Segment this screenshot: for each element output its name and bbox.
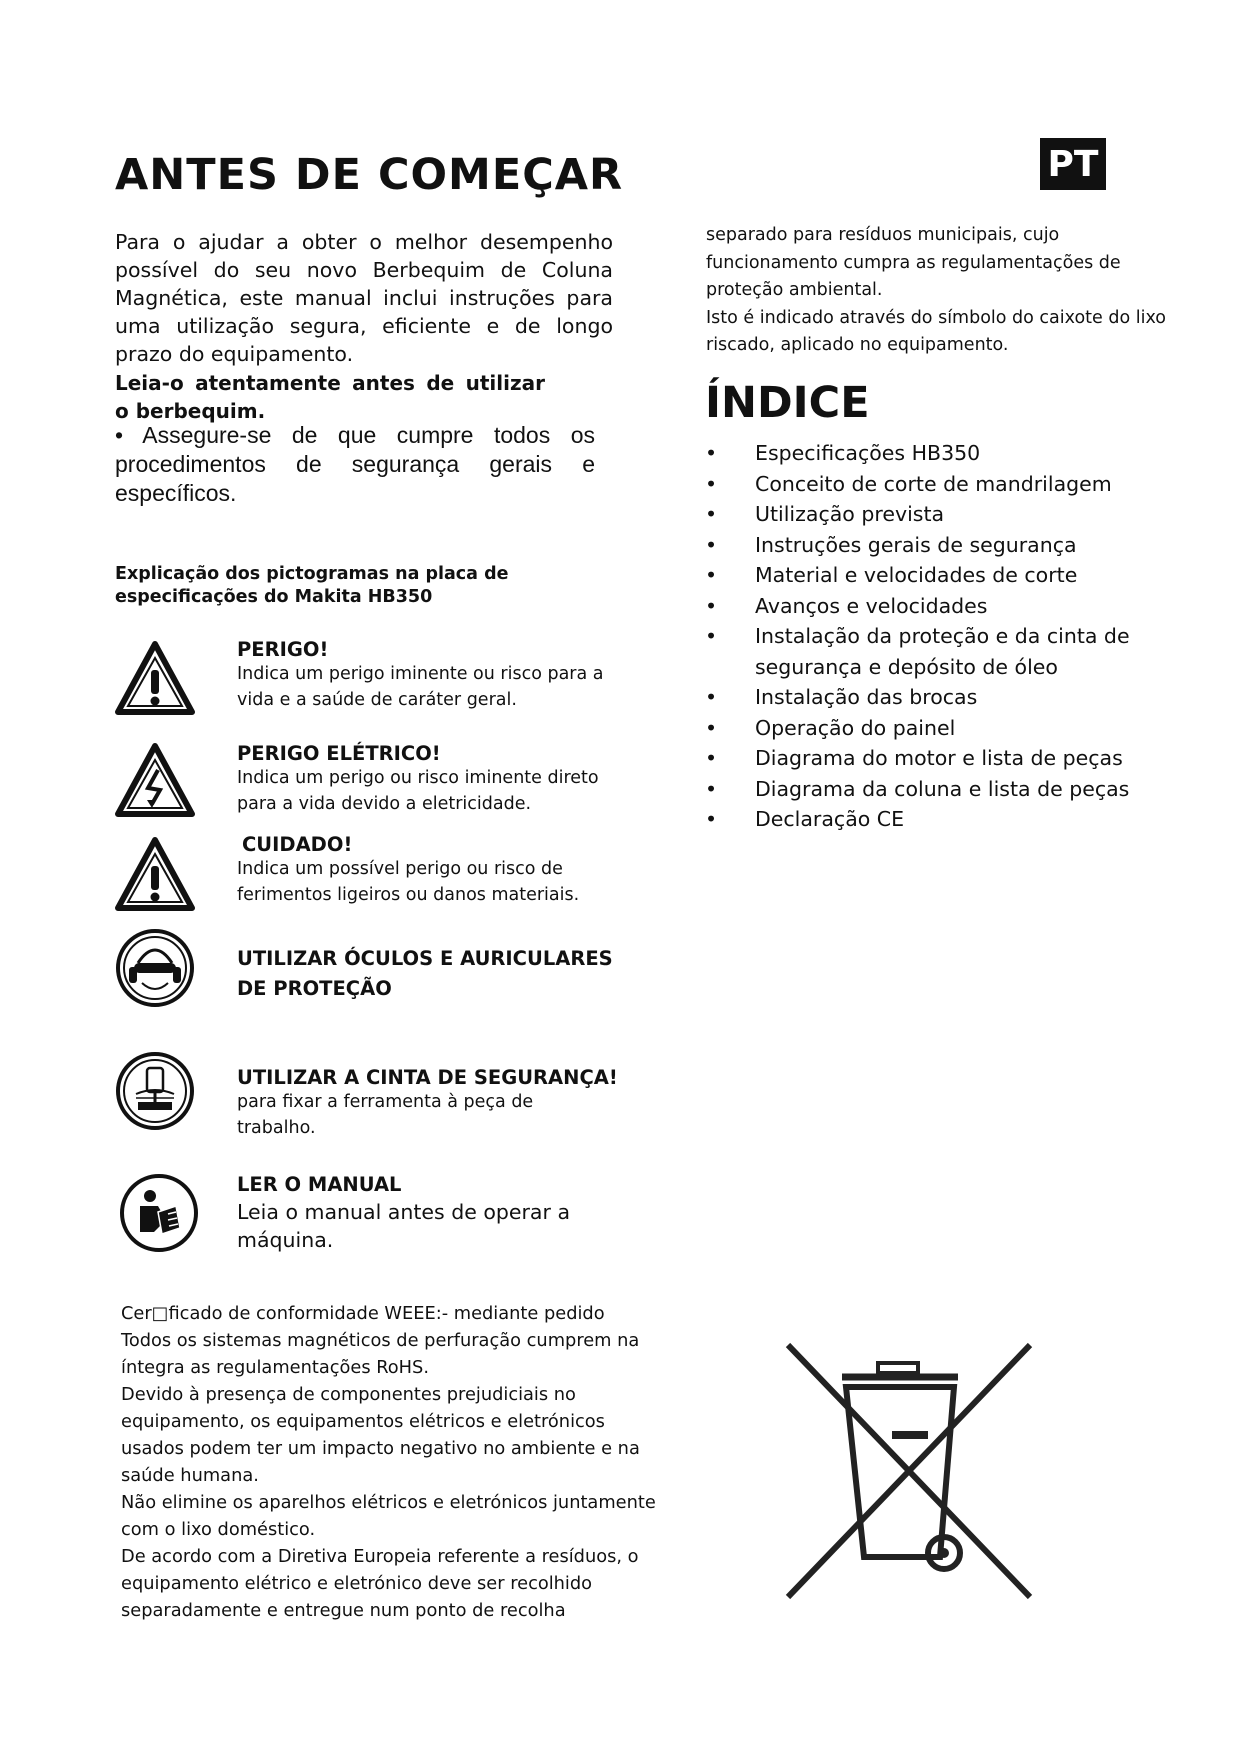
weee-line: De acordo com a Diretiva Europeia referente a resíduos, o equipamento elétrico e eletrónico deve ser recolhido separadamente e entregue num ponto de recolha — [121, 1546, 639, 1621]
index-item: • Conceito de corte de mandrilagem — [705, 469, 1185, 500]
index-item: • Instalação das brocas — [705, 682, 1185, 713]
pictogram-strap — [237, 1066, 637, 1141]
index-item: • Especificações HB350 — [705, 438, 1185, 469]
index-list — [705, 438, 1185, 835]
weee-line: separado para resíduos municipais, cujo funcionamento cumpra as regulamentações de proteção ambiental. — [706, 225, 1121, 301]
pictogram-title: UTILIZAR ÓCULOS E AURICULARES DE PROTEÇÃO — [237, 947, 613, 1000]
language-badge: PT — [1040, 138, 1106, 190]
pictogram-title: CUIDADO! — [242, 833, 353, 856]
pictogram-description: Leia o manual antes de operar a máquina. — [237, 1200, 571, 1252]
index-item: • Operação do painel — [705, 713, 1185, 744]
crossed-bin-icon — [780, 1335, 1040, 1605]
pictogram-title: LER O MANUAL — [237, 1173, 402, 1196]
index-item: • Material e velocidades de corte — [705, 560, 1185, 591]
index-item: • Instalação da proteção e da cinta de segurança e depósito de óleo — [705, 621, 1185, 682]
pictograms-heading: Explicação dos pictogramas na placa de especificações do Makita HB350 — [115, 564, 509, 607]
weee-line: Cer□ficado de conformidade WEEE:- mediante pedido — [121, 1303, 605, 1324]
pictogram-manual — [237, 1172, 577, 1254]
intro-paragraph: Para o ajudar a obter o melhor desempenho possível do seu novo Berbequim de Coluna Magnética, este manual inclui instruções para uma utilização segura, eficiente e de longo prazo do equipamento. — [115, 230, 613, 366]
read-manual-icon — [118, 1172, 200, 1254]
caution-triangle-icon — [114, 834, 196, 916]
pictogram-electric — [237, 742, 617, 817]
weee-line: Não elimine os aparelhos elétricos e eletrónicos juntamente com o lixo doméstico. — [121, 1492, 656, 1540]
index-item: • Diagrama do motor e lista de peças — [705, 743, 1185, 774]
goggles-earmuffs-icon — [114, 927, 196, 1009]
weee-line: Devido à presença de componentes prejudiciais no equipamento, os equipamentos elétricos e eletrónicos usados podem ter um impacto negativo no ambiente e na saúde humana. — [121, 1384, 640, 1486]
pictogram-goggles — [237, 944, 637, 1004]
page-title: ANTES DE COMEÇAR — [115, 150, 624, 200]
weee-continuation — [706, 222, 1166, 360]
pictogram-description: Indica um perigo iminente ou risco para a vida e a saúde de caráter geral. — [237, 664, 604, 710]
pictogram-danger — [237, 638, 617, 713]
electric-hazard-icon — [114, 740, 196, 822]
weee-notice — [121, 1300, 661, 1624]
pictogram-description: Indica um possível perigo ou risco de ferimentos ligeiros ou danos materiais. — [237, 859, 580, 905]
warning-triangle-icon — [114, 638, 196, 720]
index-title: ÍNDICE — [705, 378, 870, 428]
index-item: • Instruções gerais de segurança — [705, 530, 1185, 561]
pictogram-title: UTILIZAR A CINTA DE SEGURANÇA! — [237, 1066, 618, 1089]
safety-bullet: • Assegure-se de que cumpre todos os procedimentos de segurança gerais e específicos. — [115, 422, 595, 506]
pictogram-title: PERIGO ELÉTRICO! — [237, 742, 441, 765]
read-manual-note: Leia-o atentamente antes de utilizar o berbequim. — [115, 371, 545, 423]
safety-strap-icon — [114, 1050, 196, 1132]
pictogram-description: Indica um perigo ou risco iminente direto para a vida devido a eletricidade. — [237, 768, 599, 814]
pictogram-description: para fixar a ferramenta à peça de trabalho. — [237, 1092, 534, 1138]
index-item: • Diagrama da coluna e lista de peças — [705, 774, 1185, 805]
pictogram-title: PERIGO! — [237, 638, 329, 661]
weee-line: Isto é indicado através do símbolo do caixote do lixo riscado, aplicado no equipamento. — [706, 307, 1166, 356]
weee-line: Todos os sistemas magnéticos de perfuração cumprem na íntegra as regulamentações RoHS. — [121, 1330, 640, 1378]
pictogram-caution — [237, 833, 617, 908]
index-item: • Declaração CE — [705, 804, 1185, 835]
index-item: • Utilização prevista — [705, 499, 1185, 530]
index-item: • Avanços e velocidades — [705, 591, 1185, 622]
